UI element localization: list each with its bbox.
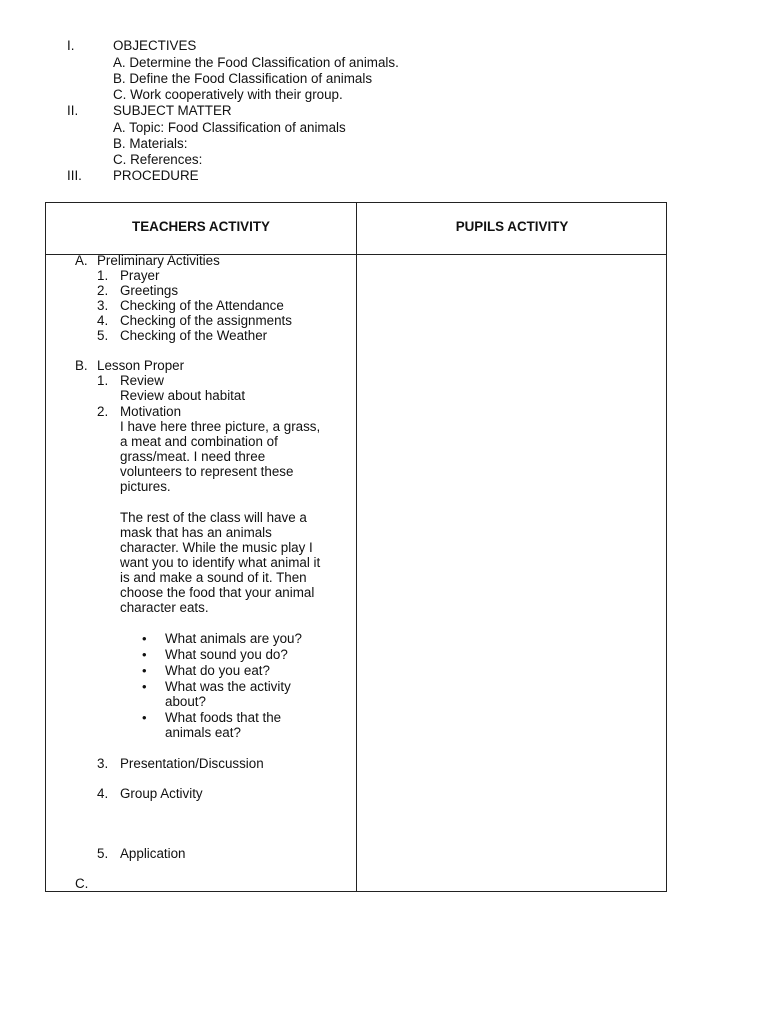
prelim-item: Checking of the Weather — [120, 328, 268, 343]
prelim-num: 4. — [97, 313, 109, 328]
instructions-text-line: character. While the music play I — [120, 540, 313, 555]
motivation-text-line: grass/meat. I need three — [120, 449, 266, 464]
teachers-activity-header: TEACHERS ACTIVITY — [132, 219, 270, 234]
motivation-text-line: pictures. — [120, 479, 171, 494]
prelim-item: Prayer — [120, 268, 160, 283]
question-item-continued: animals eat? — [165, 725, 241, 740]
part-a-label: A. — [75, 253, 88, 268]
objective-b: B. Define the Food Classification of animals — [113, 71, 373, 86]
instructions-text-line: The rest of the class will have a — [120, 510, 307, 525]
prelim-item: Checking of the assignments — [120, 313, 292, 328]
preliminary-activities-title: Preliminary Activities — [97, 253, 220, 268]
bullet-icon: • — [142, 663, 147, 678]
outline-numeral-2: II. — [67, 103, 79, 118]
review-num: 1. — [97, 373, 109, 388]
bullet-icon: • — [142, 631, 147, 646]
lesson-step-application: Application — [120, 846, 186, 861]
lesson-proper-title: Lesson Proper — [97, 358, 185, 373]
prelim-num: 2. — [97, 283, 109, 298]
question-item: What animals are you? — [165, 631, 302, 646]
prelim-num: 1. — [97, 268, 109, 283]
bullet-icon: • — [142, 710, 147, 725]
instructions-text-line: want you to identify what animal it — [120, 555, 321, 570]
lesson-step-num: 4. — [97, 786, 109, 801]
outline-numeral-3: III. — [67, 168, 82, 183]
column-divider — [356, 203, 357, 891]
instructions-text-line: character eats. — [120, 600, 209, 615]
subject-references: C. References: — [113, 152, 203, 167]
pupils-activity-header: PUPILS ACTIVITY — [455, 219, 569, 234]
lesson-step-presentation: Presentation/Discussion — [120, 756, 264, 771]
question-item-continued: about? — [165, 694, 206, 709]
part-c-label: C. — [75, 876, 89, 891]
outline-numeral-1: I. — [67, 38, 75, 53]
prelim-item: Checking of the Attendance — [120, 298, 284, 313]
motivation-text-line: a meat and combination of — [120, 434, 278, 449]
prelim-num: 5. — [97, 328, 109, 343]
prelim-num: 3. — [97, 298, 109, 313]
question-item: What sound you do? — [165, 647, 288, 662]
bullet-icon: • — [142, 647, 147, 662]
instructions-text-line: mask that has an animals — [120, 525, 272, 540]
instructions-text-line: choose the food that your animal — [120, 585, 315, 600]
lesson-step-num: 3. — [97, 756, 109, 771]
instructions-text-line: is and make a sound of it. Then — [120, 570, 307, 585]
prelim-item: Greetings — [120, 283, 179, 298]
question-item: What was the activity — [165, 679, 291, 694]
bullet-icon: • — [142, 679, 147, 694]
motivation-text-line: I have here three picture, a grass, — [120, 419, 321, 434]
lesson-step-group-activity: Group Activity — [120, 786, 203, 801]
subject-topic: A. Topic: Food Classification of animals — [113, 120, 346, 135]
review-title: Review — [120, 373, 164, 388]
review-detail: Review about habitat — [120, 388, 246, 403]
section-heading-objectives: OBJECTIVES — [113, 38, 197, 53]
question-item: What foods that the — [165, 710, 282, 725]
section-heading-procedure: PROCEDURE — [113, 168, 199, 183]
objective-c: C. Work cooperatively with their group. — [113, 87, 343, 102]
motivation-num: 2. — [97, 404, 109, 419]
question-item: What do you eat? — [165, 663, 270, 678]
lesson-step-num: 5. — [97, 846, 109, 861]
motivation-text-line: volunteers to represent these — [120, 464, 294, 479]
motivation-title: Motivation — [120, 404, 182, 419]
objective-a: A. Determine the Food Classification of animals. — [113, 55, 399, 70]
subject-materials: B. Materials: — [113, 136, 188, 151]
part-b-label: B. — [75, 358, 88, 373]
section-heading-subject-matter: SUBJECT MATTER — [113, 103, 232, 118]
